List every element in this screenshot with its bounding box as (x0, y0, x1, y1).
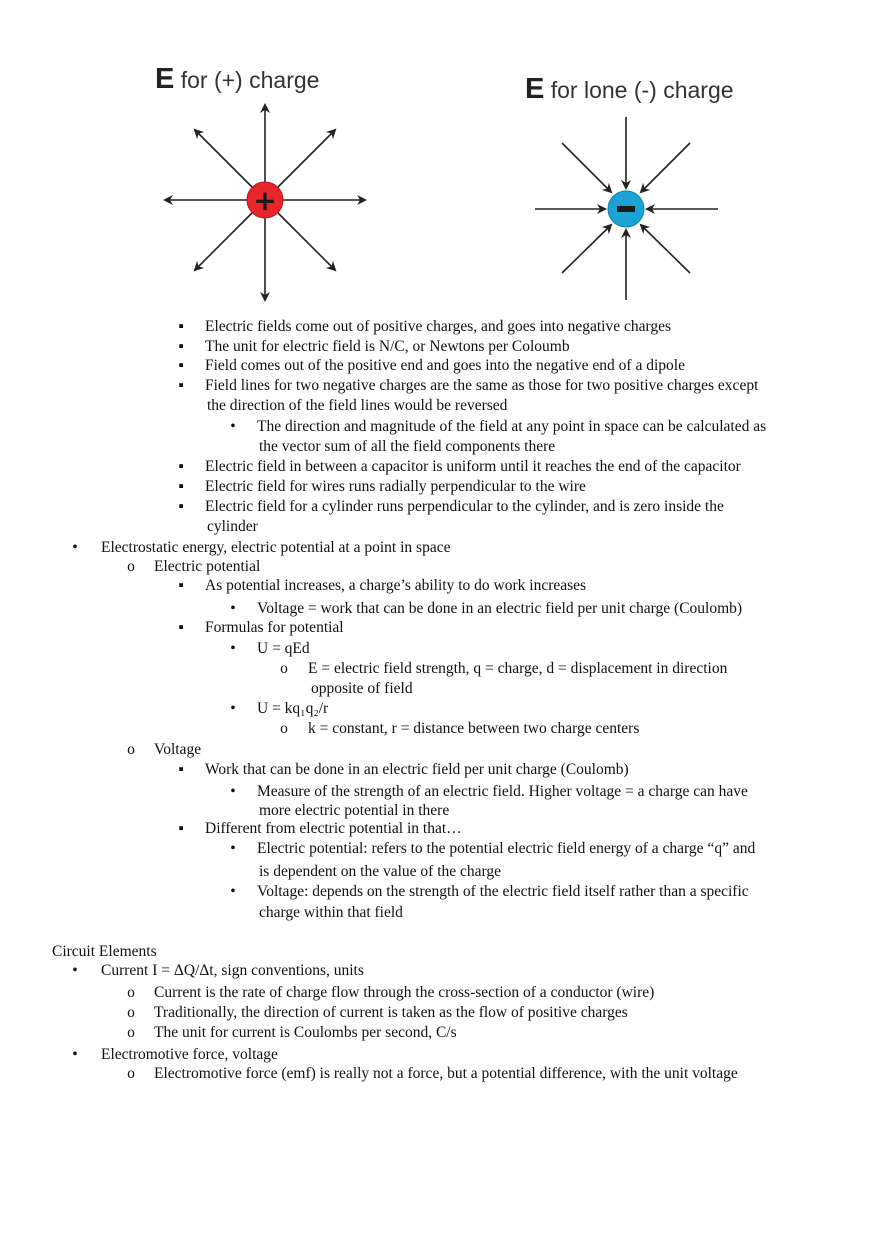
text-line: Electric potential (154, 558, 261, 575)
text-line: U = qEd (257, 640, 310, 657)
bullet-marker: o (127, 741, 135, 758)
bullet-marker: ▪ (178, 498, 184, 515)
text-line: Current I = ΔQ/Δt, sign conventions, units (101, 962, 364, 979)
bullet-marker: ▪ (178, 318, 184, 335)
text-line: the direction of the field lines would be reversed (207, 397, 508, 414)
text-line: opposite of field (311, 680, 413, 697)
bullet-marker: o (280, 720, 288, 737)
text-line: Different from electric potential in that… (205, 820, 462, 837)
bullet-marker: o (127, 558, 135, 575)
positive-charge-figure (150, 55, 390, 305)
bullet-marker: ▪ (178, 619, 184, 636)
bullet-marker: • (230, 783, 236, 800)
text-line: Current is the rate of charge flow through the cross-section of a conductor (wire) (154, 984, 655, 1001)
bullet-marker: ▪ (178, 338, 184, 355)
positive-charge-diagram (150, 55, 390, 305)
text-line: Electric fields come out of positive charges, and goes into negative charges (205, 318, 671, 335)
negative-symbol-bar (617, 206, 635, 212)
text-line: Electromotive force, voltage (101, 1046, 278, 1063)
text-line: more electric potential in there (259, 802, 450, 819)
bullet-marker: ▪ (178, 458, 184, 475)
bullet-marker: • (230, 883, 236, 900)
bullet-marker: ▪ (178, 761, 184, 778)
bullet-marker: • (230, 640, 236, 657)
text-line: U = kq₁q₂/r (257, 700, 329, 717)
negative-charge-diagram (520, 55, 760, 305)
text-line: Electromotive force (emf) is really not a force, but a potential difference, with the unit voltage (154, 1065, 738, 1082)
text-line: is dependent on the value of the charge (259, 863, 502, 880)
bullet-marker: • (230, 700, 236, 717)
section-heading: Circuit Elements (52, 943, 157, 960)
text-line: charge within that field (259, 904, 403, 921)
bullet-marker: • (230, 600, 236, 617)
text-line: Electric field for wires runs radially perpendicular to the wire (205, 478, 586, 495)
bullet-marker: o (127, 984, 135, 1001)
text-line: Voltage = work that can be done in an electric field per unit charge (Coulomb) (257, 600, 743, 617)
bullet-marker: ▪ (178, 577, 184, 594)
text-line: The direction and magnitude of the field at any point in space can be calculated as (257, 418, 767, 435)
text-line: As potential increases, a charge’s ability to do work increases (205, 577, 587, 594)
bullet-marker: o (127, 1024, 135, 1041)
bullet-marker: • (72, 539, 78, 556)
bullet-marker: ▪ (178, 478, 184, 495)
text-line: The unit for electric field is N/C, or Newtons per Coloumb (205, 338, 570, 355)
bullet-marker: ▪ (178, 377, 184, 394)
negative-figure-title: E for lone (-) charge (525, 73, 734, 105)
text-line: Work that can be done in an electric field per unit charge (Coulomb) (205, 761, 629, 778)
bullet-marker: • (72, 962, 78, 979)
text-line: Field lines for two negative charges are the same as those for two positive charges except (205, 377, 759, 394)
text-line: E = electric field strength, q = charge, d = displacement in direction (308, 660, 728, 677)
bullet-marker: ▪ (178, 820, 184, 837)
bullet-marker: • (230, 840, 236, 857)
text-line: Electric field in between a capacitor is uniform until it reaches the end of the capacitor (205, 458, 741, 475)
positive-symbol: + (253, 184, 277, 217)
text-line: Electric field for a cylinder runs perpendicular to the cylinder, and is zero inside the (205, 498, 724, 515)
bullet-marker: • (230, 418, 236, 435)
text-line: Formulas for potential (205, 619, 344, 636)
bullet-marker: o (280, 660, 288, 677)
text-line: Measure of the strength of an electric field. Higher voltage = a charge can have (257, 783, 748, 800)
text-line: Electric potential: refers to the potential electric field energy of a charge “q” and (257, 840, 756, 857)
text-line: the vector sum of all the field components there (259, 438, 556, 455)
text-line: The unit for current is Coulombs per second, C/s (154, 1024, 457, 1041)
negative-charge-figure (520, 55, 760, 305)
bullet-marker: ▪ (178, 357, 184, 374)
text-line: Electrostatic energy, electric potential at a point in space (101, 539, 451, 556)
text-line: Voltage: depends on the strength of the electric field itself rather than a specific (257, 883, 749, 900)
bullet-marker: o (127, 1065, 135, 1082)
text-line: Voltage (154, 741, 202, 758)
bullet-marker: o (127, 1004, 135, 1021)
text-line: Traditionally, the direction of current is taken as the flow of positive charges (154, 1004, 628, 1021)
text-line: cylinder (207, 518, 258, 535)
positive-figure-title: E for (+) charge (155, 63, 320, 95)
text-line: Field comes out of the positive end and goes into the negative end of a dipole (205, 357, 685, 374)
text-line: k = constant, r = distance between two charge centers (308, 720, 640, 737)
bullet-marker: • (72, 1046, 78, 1063)
